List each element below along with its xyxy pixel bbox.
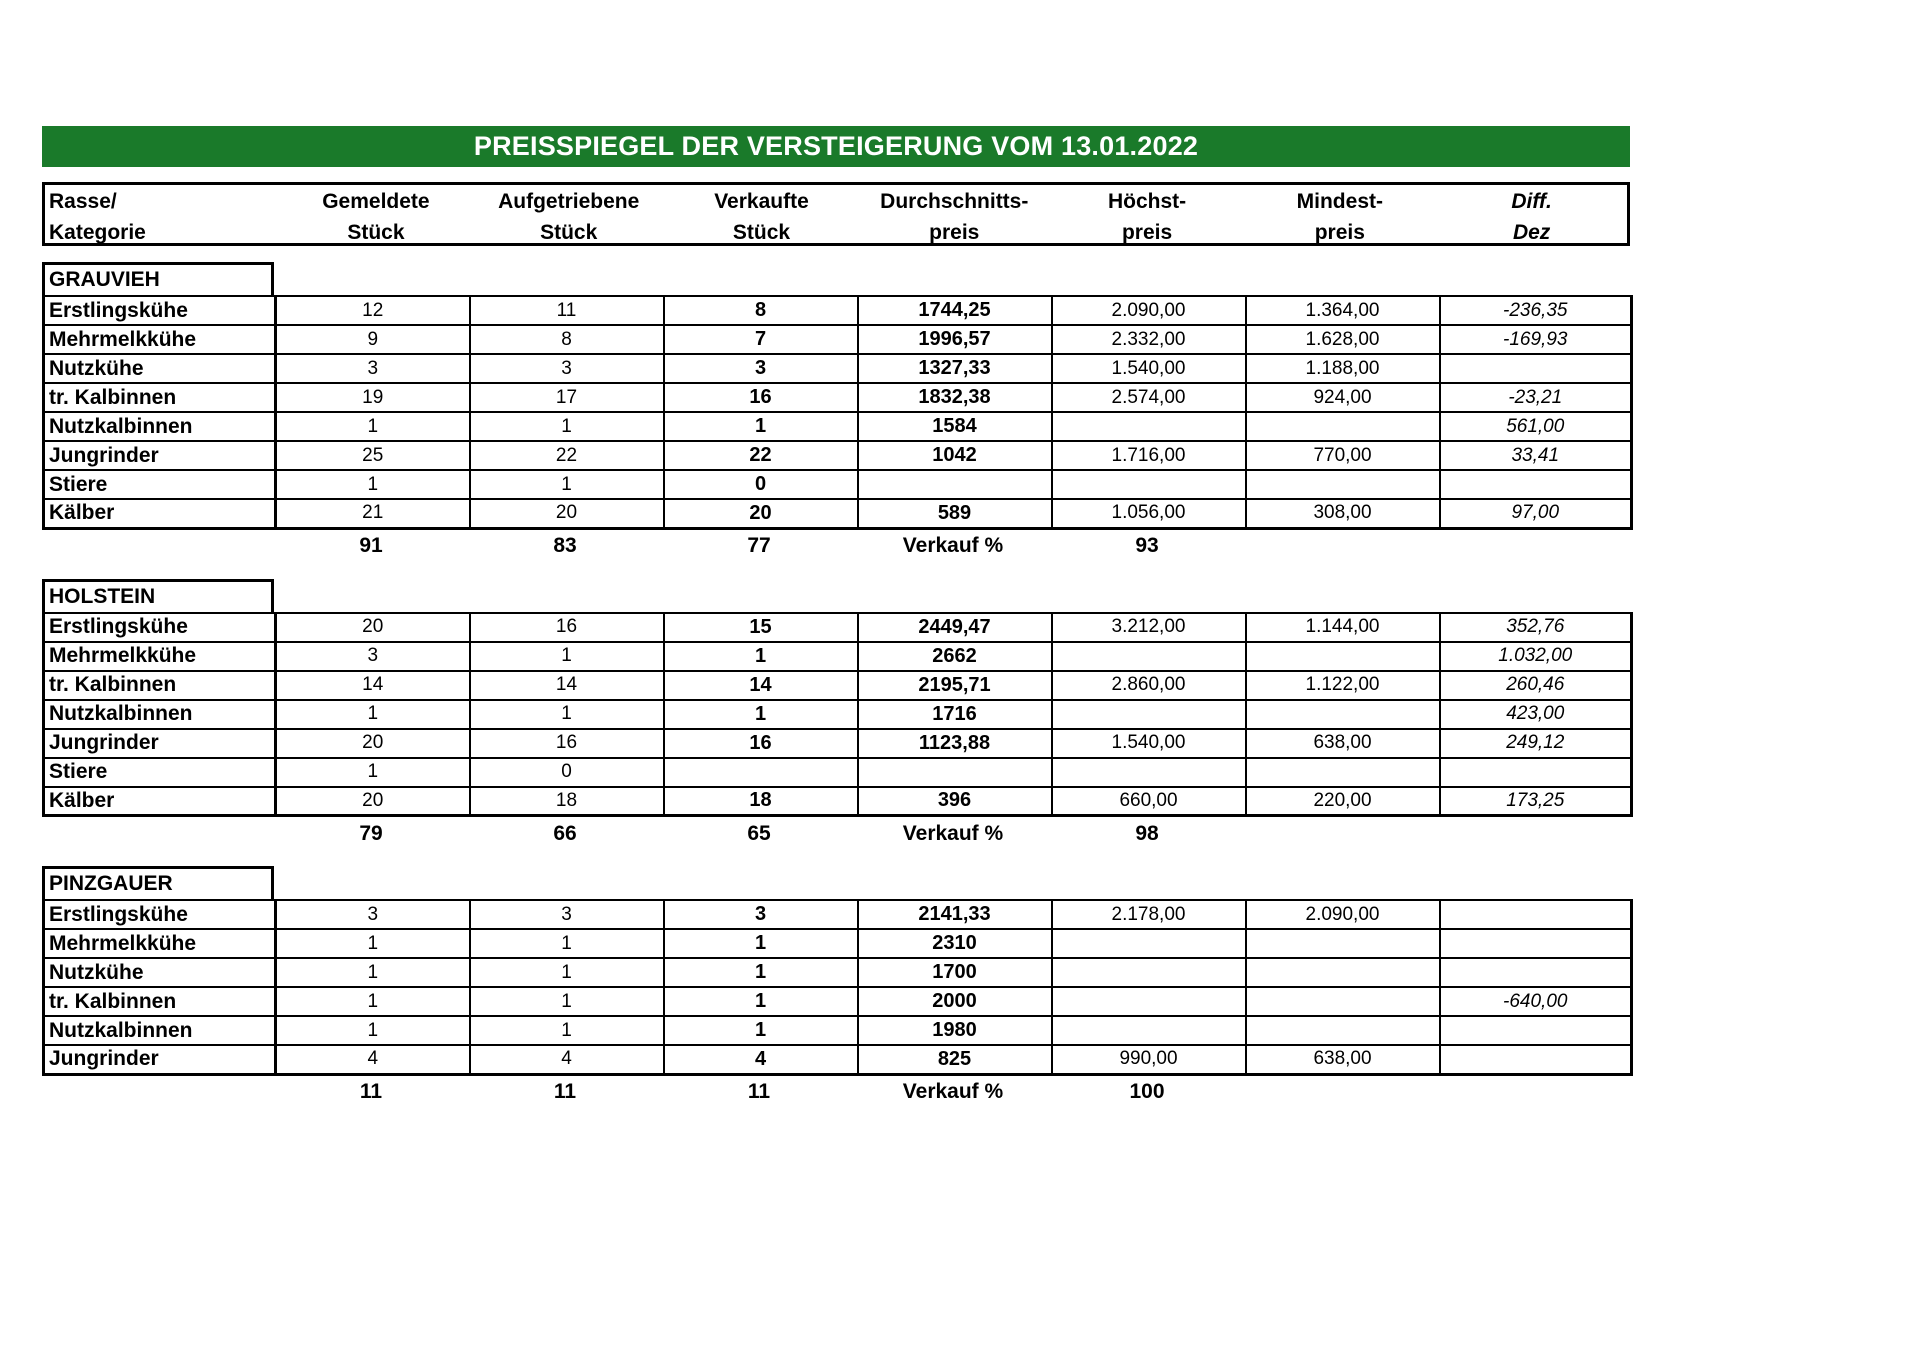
cell-aufgetriebene-stueck: 4 <box>470 1045 664 1074</box>
cell-kategorie: Stiere <box>44 470 276 499</box>
table-row <box>44 354 1632 383</box>
cell-hoechstpreis <box>1052 929 1246 958</box>
sections-container <box>42 262 1630 1109</box>
table-row <box>44 1016 1632 1045</box>
cell-verkaufte-stueck: 16 <box>664 383 858 412</box>
cell-aufgetriebene-stueck: 1 <box>470 1016 664 1045</box>
cell-kategorie: Mehrmelkkühe <box>44 325 276 354</box>
column-header-aufgetriebene-stueck: Aufgetriebene Stück <box>498 190 640 244</box>
cell-kategorie: Kälber <box>44 787 276 816</box>
cell-durchschnittspreis: 1042 <box>858 441 1052 470</box>
column-header-hoechstpreis: Höchst- preis <box>1107 190 1187 244</box>
cell-diff-dez <box>1440 1045 1632 1074</box>
cell-aufgetriebene-stueck: 1 <box>470 642 664 671</box>
cell-kategorie: Nutzkalbinnen <box>44 412 276 441</box>
cell-aufgetriebene-stueck: 1 <box>470 958 664 987</box>
cell-gemeldete-stueck: 1 <box>276 1016 470 1045</box>
cell-mindestpreis: 220,00 <box>1246 787 1440 816</box>
cell-diff-dez: 352,76 <box>1440 613 1632 642</box>
cell-mindestpreis: 1.122,00 <box>1246 671 1440 700</box>
cell-diff-dez: -236,35 <box>1440 296 1632 325</box>
table-row <box>44 499 1632 528</box>
cell-verkaufte-stueck: 3 <box>664 900 858 929</box>
cell-gemeldete-stueck: 14 <box>276 671 470 700</box>
cell-gemeldete-stueck: 3 <box>276 354 470 383</box>
price-sheet <box>42 126 1630 1109</box>
cell-mindestpreis: 638,00 <box>1246 1045 1440 1074</box>
cell-aufgetriebene-stueck: 3 <box>470 900 664 929</box>
cell-durchschnittspreis: 825 <box>858 1045 1052 1074</box>
cell-diff-dez: 561,00 <box>1440 412 1632 441</box>
cell-kategorie: Erstlingskühe <box>44 296 276 325</box>
cell-hoechstpreis: 1.540,00 <box>1052 354 1246 383</box>
cell-gemeldete-stueck: 1 <box>276 987 470 1016</box>
cell-aufgetriebene-stueck: 8 <box>470 325 664 354</box>
cell-aufgetriebene-stueck: 1 <box>470 700 664 729</box>
table-row <box>44 729 1632 758</box>
cell-durchschnittspreis: 1700 <box>858 958 1052 987</box>
cell-diff-dez <box>1440 900 1632 929</box>
table-row <box>44 900 1632 929</box>
cell-mindestpreis: 1.188,00 <box>1246 354 1440 383</box>
totals-row <box>42 530 1630 563</box>
cell-durchschnittspreis: 2662 <box>858 642 1052 671</box>
cell-verkaufte-stueck: 1 <box>664 1016 858 1045</box>
cell-mindestpreis: 1.144,00 <box>1246 613 1440 642</box>
cell-mindestpreis: 770,00 <box>1246 441 1440 470</box>
column-header-row <box>42 182 1630 246</box>
cell-gemeldete-stueck: 1 <box>276 470 470 499</box>
verkauf-percent-label: Verkauf % <box>902 1080 1004 1103</box>
section-holstein <box>42 579 1630 851</box>
cell-hoechstpreis <box>1052 412 1246 441</box>
cell-verkaufte-stueck: 0 <box>664 470 858 499</box>
cell-diff-dez <box>1440 958 1632 987</box>
cell-kategorie: tr. Kalbinnen <box>44 987 276 1016</box>
cell-kategorie: Jungrinder <box>44 1045 276 1074</box>
cell-hoechstpreis <box>1052 1016 1246 1045</box>
cell-hoechstpreis: 1.716,00 <box>1052 441 1246 470</box>
cell-mindestpreis <box>1246 958 1440 987</box>
cell-verkaufte-stueck: 18 <box>664 787 858 816</box>
cell-gemeldete-stueck: 3 <box>276 642 470 671</box>
cell-gemeldete-stueck: 1 <box>276 758 470 787</box>
cell-diff-dez: -169,93 <box>1440 325 1632 354</box>
total-verkauft: 77 <box>747 534 771 557</box>
total-verkauft: 65 <box>747 821 771 845</box>
cell-durchschnittspreis: 1744,25 <box>858 296 1052 325</box>
cell-aufgetriebene-stueck: 3 <box>470 354 664 383</box>
cell-durchschnittspreis: 589 <box>858 499 1052 528</box>
cell-diff-dez: -640,00 <box>1440 987 1632 1016</box>
cell-diff-dez <box>1440 929 1632 958</box>
cell-gemeldete-stueck: 9 <box>276 325 470 354</box>
cell-hoechstpreis: 2.574,00 <box>1052 383 1246 412</box>
cell-hoechstpreis: 2.860,00 <box>1052 671 1246 700</box>
table-row <box>44 700 1632 729</box>
cell-aufgetriebene-stueck: 18 <box>470 787 664 816</box>
table-row <box>44 671 1632 700</box>
cell-kategorie: Nutzkalbinnen <box>44 700 276 729</box>
cell-gemeldete-stueck: 1 <box>276 958 470 987</box>
cell-durchschnittspreis: 1980 <box>858 1016 1052 1045</box>
data-table <box>42 612 1633 818</box>
cell-gemeldete-stueck: 12 <box>276 296 470 325</box>
cell-diff-dez: -23,21 <box>1440 383 1632 412</box>
section-title: HOLSTEIN <box>42 579 274 612</box>
cell-verkaufte-stueck: 8 <box>664 296 858 325</box>
cell-mindestpreis: 1.628,00 <box>1246 325 1440 354</box>
cell-verkaufte-stueck: 20 <box>664 499 858 528</box>
total-aufgetrieben: 11 <box>553 1080 577 1103</box>
cell-durchschnittspreis <box>858 758 1052 787</box>
verkauf-percent-value: 98 <box>1135 821 1159 845</box>
cell-mindestpreis: 1.364,00 <box>1246 296 1440 325</box>
cell-verkaufte-stueck: 22 <box>664 441 858 470</box>
cell-gemeldete-stueck: 21 <box>276 499 470 528</box>
cell-hoechstpreis: 2.090,00 <box>1052 296 1246 325</box>
cell-kategorie: Kälber <box>44 499 276 528</box>
cell-aufgetriebene-stueck: 1 <box>470 470 664 499</box>
cell-aufgetriebene-stueck: 11 <box>470 296 664 325</box>
cell-durchschnittspreis: 1996,57 <box>858 325 1052 354</box>
cell-kategorie: Nutzkühe <box>44 354 276 383</box>
cell-aufgetriebene-stueck: 14 <box>470 671 664 700</box>
cell-durchschnittspreis <box>858 470 1052 499</box>
total-aufgetrieben: 66 <box>553 821 577 845</box>
total-verkauft: 11 <box>747 1080 771 1103</box>
total-aufgetrieben: 83 <box>553 534 577 557</box>
cell-hoechstpreis <box>1052 642 1246 671</box>
cell-verkaufte-stueck: 1 <box>664 929 858 958</box>
table-row <box>44 412 1632 441</box>
cell-durchschnittspreis: 2141,33 <box>858 900 1052 929</box>
cell-hoechstpreis: 1.056,00 <box>1052 499 1246 528</box>
cell-verkaufte-stueck: 7 <box>664 325 858 354</box>
cell-durchschnittspreis: 1123,88 <box>858 729 1052 758</box>
cell-kategorie: Nutzkalbinnen <box>44 1016 276 1045</box>
cell-verkaufte-stueck <box>664 758 858 787</box>
table-row <box>44 296 1632 325</box>
cell-durchschnittspreis: 1832,38 <box>858 383 1052 412</box>
data-table <box>42 899 1633 1076</box>
cell-hoechstpreis: 660,00 <box>1052 787 1246 816</box>
cell-diff-dez <box>1440 758 1632 787</box>
cell-hoechstpreis <box>1052 470 1246 499</box>
verkauf-percent-label: Verkauf % <box>902 821 1004 845</box>
data-table <box>42 295 1633 530</box>
cell-verkaufte-stueck: 16 <box>664 729 858 758</box>
cell-gemeldete-stueck: 20 <box>276 729 470 758</box>
cell-gemeldete-stueck: 20 <box>276 787 470 816</box>
cell-diff-dez <box>1440 470 1632 499</box>
cell-verkaufte-stueck: 1 <box>664 642 858 671</box>
cell-durchschnittspreis: 2000 <box>858 987 1052 1016</box>
cell-durchschnittspreis: 396 <box>858 787 1052 816</box>
cell-hoechstpreis: 2.178,00 <box>1052 900 1246 929</box>
cell-durchschnittspreis: 1327,33 <box>858 354 1052 383</box>
cell-verkaufte-stueck: 1 <box>664 412 858 441</box>
cell-kategorie: tr. Kalbinnen <box>44 383 276 412</box>
cell-aufgetriebene-stueck: 0 <box>470 758 664 787</box>
cell-mindestpreis <box>1246 987 1440 1016</box>
cell-hoechstpreis: 3.212,00 <box>1052 613 1246 642</box>
cell-diff-dez: 173,25 <box>1440 787 1632 816</box>
column-header-durchschnittspreis: Durchschnitts- preis <box>880 190 1029 244</box>
cell-diff-dez <box>1440 354 1632 383</box>
cell-durchschnittspreis: 2449,47 <box>858 613 1052 642</box>
cell-verkaufte-stueck: 4 <box>664 1045 858 1074</box>
column-header-gemeldete-stueck: Gemeldete Stück <box>322 190 430 244</box>
cell-verkaufte-stueck: 1 <box>664 958 858 987</box>
cell-gemeldete-stueck: 1 <box>276 700 470 729</box>
column-header-verkaufte-stueck: Verkaufte Stück <box>714 190 809 244</box>
cell-mindestpreis <box>1246 642 1440 671</box>
cell-kategorie: Jungrinder <box>44 729 276 758</box>
table-row <box>44 441 1632 470</box>
cell-verkaufte-stueck: 1 <box>664 700 858 729</box>
cell-mindestpreis <box>1246 470 1440 499</box>
cell-mindestpreis <box>1246 758 1440 787</box>
cell-mindestpreis: 308,00 <box>1246 499 1440 528</box>
table-row <box>44 758 1632 787</box>
totals-row <box>42 817 1630 850</box>
cell-diff-dez: 33,41 <box>1440 441 1632 470</box>
cell-durchschnittspreis: 1716 <box>858 700 1052 729</box>
total-gemeldet: 79 <box>359 821 383 845</box>
cell-hoechstpreis <box>1052 958 1246 987</box>
cell-hoechstpreis <box>1052 987 1246 1016</box>
total-gemeldet: 11 <box>359 1080 383 1103</box>
cell-gemeldete-stueck: 20 <box>276 613 470 642</box>
cell-verkaufte-stueck: 15 <box>664 613 858 642</box>
table-row <box>44 987 1632 1016</box>
page-title: PREISSPIEGEL DER VERSTEIGERUNG VOM 13.01.2022 <box>42 126 1630 167</box>
cell-aufgetriebene-stueck: 1 <box>470 987 664 1016</box>
cell-mindestpreis <box>1246 929 1440 958</box>
cell-hoechstpreis: 990,00 <box>1052 1045 1246 1074</box>
cell-durchschnittspreis: 2310 <box>858 929 1052 958</box>
table-row <box>44 325 1632 354</box>
table-row <box>44 1045 1632 1074</box>
table-row <box>44 613 1632 642</box>
table-row <box>44 383 1632 412</box>
cell-gemeldete-stueck: 25 <box>276 441 470 470</box>
verkauf-percent-label: Verkauf % <box>902 534 1004 557</box>
cell-mindestpreis: 2.090,00 <box>1246 900 1440 929</box>
cell-aufgetriebene-stueck: 1 <box>470 412 664 441</box>
column-header-kategorie: Rasse/ Kategorie <box>49 190 146 244</box>
cell-mindestpreis <box>1246 1016 1440 1045</box>
cell-diff-dez: 249,12 <box>1440 729 1632 758</box>
cell-aufgetriebene-stueck: 16 <box>470 613 664 642</box>
cell-aufgetriebene-stueck: 1 <box>470 929 664 958</box>
cell-mindestpreis: 638,00 <box>1246 729 1440 758</box>
verkauf-percent-value: 93 <box>1135 534 1159 557</box>
cell-hoechstpreis: 2.332,00 <box>1052 325 1246 354</box>
cell-kategorie: Mehrmelkkühe <box>44 642 276 671</box>
section-title: GRAUVIEH <box>42 262 274 295</box>
cell-kategorie: Nutzkühe <box>44 958 276 987</box>
cell-gemeldete-stueck: 4 <box>276 1045 470 1074</box>
section-grauvieh <box>42 262 1630 563</box>
cell-durchschnittspreis: 2195,71 <box>858 671 1052 700</box>
table-row <box>44 958 1632 987</box>
cell-diff-dez: 260,46 <box>1440 671 1632 700</box>
cell-aufgetriebene-stueck: 17 <box>470 383 664 412</box>
cell-verkaufte-stueck: 1 <box>664 987 858 1016</box>
cell-hoechstpreis <box>1052 700 1246 729</box>
table-row <box>44 470 1632 499</box>
cell-gemeldete-stueck: 1 <box>276 412 470 441</box>
total-gemeldet: 91 <box>359 534 383 557</box>
cell-hoechstpreis <box>1052 758 1246 787</box>
cell-verkaufte-stueck: 3 <box>664 354 858 383</box>
table-row <box>44 642 1632 671</box>
cell-aufgetriebene-stueck: 20 <box>470 499 664 528</box>
cell-kategorie: Jungrinder <box>44 441 276 470</box>
cell-kategorie: tr. Kalbinnen <box>44 671 276 700</box>
cell-kategorie: Stiere <box>44 758 276 787</box>
table-row <box>44 787 1632 816</box>
cell-aufgetriebene-stueck: 16 <box>470 729 664 758</box>
cell-kategorie: Erstlingskühe <box>44 613 276 642</box>
cell-gemeldete-stueck: 3 <box>276 900 470 929</box>
totals-row <box>42 1076 1630 1109</box>
cell-gemeldete-stueck: 1 <box>276 929 470 958</box>
cell-diff-dez <box>1440 1016 1632 1045</box>
cell-kategorie: Erstlingskühe <box>44 900 276 929</box>
column-header-diff-dez: Diff. Dez <box>1511 190 1552 244</box>
column-header-mindestpreis: Mindest- preis <box>1296 190 1383 244</box>
cell-mindestpreis <box>1246 412 1440 441</box>
cell-diff-dez: 423,00 <box>1440 700 1632 729</box>
cell-hoechstpreis: 1.540,00 <box>1052 729 1246 758</box>
section-pinzgauer <box>42 866 1630 1109</box>
cell-mindestpreis <box>1246 700 1440 729</box>
cell-diff-dez: 1.032,00 <box>1440 642 1632 671</box>
cell-verkaufte-stueck: 14 <box>664 671 858 700</box>
cell-gemeldete-stueck: 19 <box>276 383 470 412</box>
cell-durchschnittspreis: 1584 <box>858 412 1052 441</box>
cell-aufgetriebene-stueck: 22 <box>470 441 664 470</box>
table-row <box>44 929 1632 958</box>
cell-diff-dez: 97,00 <box>1440 499 1632 528</box>
verkauf-percent-value: 100 <box>1129 1080 1165 1103</box>
section-title: PINZGAUER <box>42 866 274 899</box>
cell-kategorie: Mehrmelkkühe <box>44 929 276 958</box>
cell-mindestpreis: 924,00 <box>1246 383 1440 412</box>
